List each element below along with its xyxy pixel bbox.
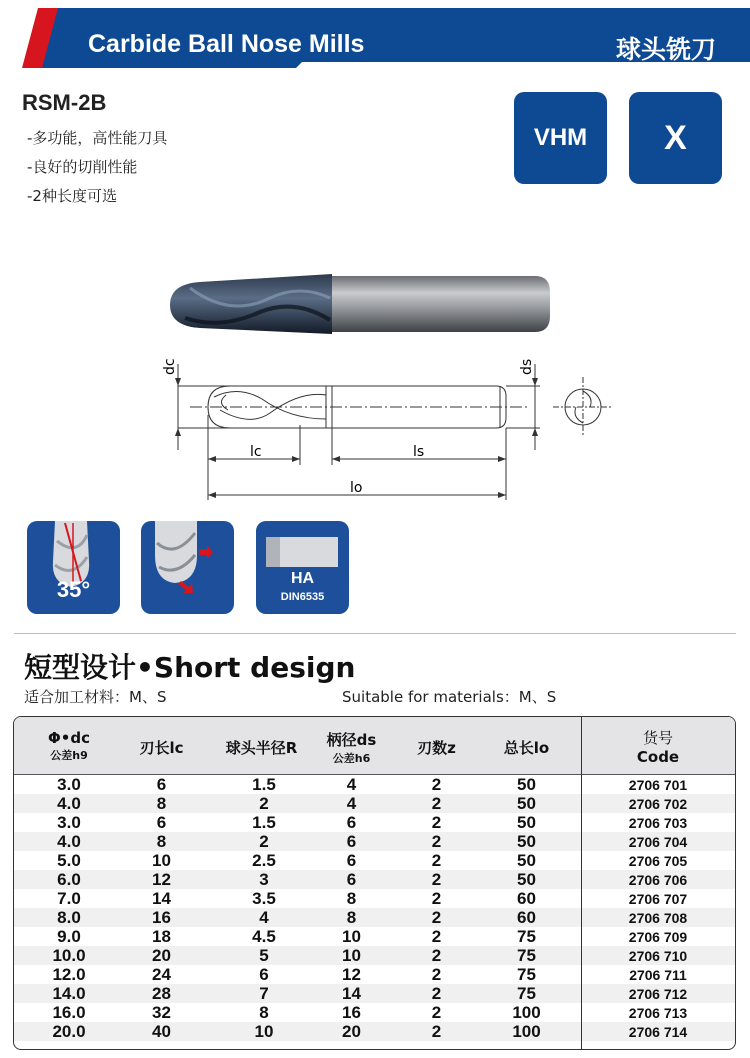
cell-dc: 6.0 bbox=[57, 870, 81, 889]
cell-ds: 12 bbox=[342, 965, 361, 984]
code-column-divider bbox=[581, 717, 582, 1049]
cell-z: 2 bbox=[431, 832, 442, 851]
cell-code: 2706 712 bbox=[628, 986, 688, 1002]
feature-1: -多功能，高性能刀具 bbox=[27, 129, 168, 147]
cell-lc: 6 bbox=[156, 813, 167, 832]
cell-lc: 8 bbox=[156, 794, 167, 813]
cell-dc: 9.0 bbox=[57, 927, 81, 946]
cell-z: 2 bbox=[431, 794, 442, 813]
label-lc: lc bbox=[250, 444, 262, 460]
cell-lo: 75 bbox=[517, 946, 536, 965]
cell-dc: 3.0 bbox=[57, 775, 81, 794]
header-r: 球头半径R bbox=[225, 739, 298, 757]
cell-r: 2.5 bbox=[252, 851, 276, 870]
cell-dc: 4.0 bbox=[57, 794, 81, 813]
cell-lo: 50 bbox=[517, 813, 536, 832]
cell-code: 2706 709 bbox=[628, 929, 688, 945]
tool-image bbox=[160, 268, 560, 348]
model-name: RSM-2B bbox=[22, 90, 107, 115]
table-row bbox=[14, 832, 735, 851]
cell-ds: 4 bbox=[346, 775, 357, 794]
cell-r: 1.5 bbox=[252, 775, 276, 794]
cell-lc: 18 bbox=[152, 927, 171, 946]
cell-code: 2706 701 bbox=[628, 777, 688, 793]
header-ds bbox=[304, 729, 399, 766]
cell-dc: 12.0 bbox=[52, 965, 86, 984]
header-code-en: Code bbox=[636, 748, 680, 766]
cell-ds: 6 bbox=[346, 832, 357, 851]
table-row bbox=[14, 965, 735, 984]
technical-drawing bbox=[150, 355, 650, 505]
header-dc-tolerance: 公差h9 bbox=[50, 749, 88, 762]
header-banner bbox=[0, 8, 750, 68]
table-row bbox=[14, 813, 735, 832]
cell-ds: 8 bbox=[346, 889, 357, 908]
table-row bbox=[14, 1022, 735, 1041]
cell-lc: 6 bbox=[156, 775, 167, 794]
cell-dc: 3.0 bbox=[57, 813, 81, 832]
cell-code: 2706 713 bbox=[628, 1005, 688, 1021]
cell-lo: 75 bbox=[517, 984, 536, 1003]
cell-lo: 50 bbox=[517, 832, 536, 851]
cell-lc: 24 bbox=[152, 965, 171, 984]
cell-lc: 12 bbox=[152, 870, 171, 889]
header-ds-label: 柄径ds bbox=[326, 731, 377, 749]
cell-code: 2706 711 bbox=[629, 967, 687, 983]
cell-r: 2 bbox=[259, 832, 269, 851]
cell-dc: 5.0 bbox=[57, 851, 81, 870]
cell-r: 10 bbox=[254, 1022, 274, 1041]
table-row bbox=[14, 908, 735, 927]
materials-en: Suitable for materials：M、S bbox=[342, 688, 557, 706]
cell-code: 2706 705 bbox=[628, 853, 688, 869]
header-lo: 总长lo bbox=[503, 739, 550, 757]
header-lc: 刃长lc bbox=[139, 739, 184, 757]
shank-ha-icon bbox=[256, 521, 349, 614]
table-row bbox=[14, 794, 735, 813]
cell-z: 2 bbox=[431, 965, 442, 984]
ball-nose-icon bbox=[141, 521, 234, 614]
cell-lc: 10 bbox=[152, 851, 171, 870]
table-row bbox=[14, 927, 735, 946]
cell-ds: 6 bbox=[346, 813, 357, 832]
cell-code: 2706 708 bbox=[628, 910, 688, 926]
cell-code: 2706 703 bbox=[628, 815, 688, 831]
badge-vhm: VHM bbox=[514, 92, 607, 184]
cell-ds: 6 bbox=[346, 870, 357, 889]
cell-dc: 16.0 bbox=[52, 1003, 86, 1022]
page-title: Carbide Ball Nose Mills bbox=[88, 30, 365, 58]
cell-lo: 50 bbox=[517, 775, 536, 794]
header-code bbox=[581, 727, 735, 766]
cell-code: 2706 702 bbox=[628, 796, 688, 812]
table-row bbox=[14, 775, 735, 794]
cell-ds: 16 bbox=[342, 1003, 361, 1022]
cell-r: 2 bbox=[259, 794, 269, 813]
cell-ds: 8 bbox=[346, 908, 357, 927]
cell-dc: 8.0 bbox=[57, 908, 81, 927]
cell-code: 2706 710 bbox=[628, 948, 688, 964]
table-row bbox=[14, 1003, 735, 1022]
header-dc bbox=[14, 729, 124, 763]
label-ls: ls bbox=[413, 444, 425, 460]
cell-code: 2706 707 bbox=[628, 891, 688, 907]
cell-r: 3.5 bbox=[252, 889, 276, 908]
cell-dc: 14.0 bbox=[52, 984, 86, 1003]
cell-lo: 100 bbox=[512, 1003, 541, 1022]
cell-z: 2 bbox=[431, 984, 442, 1003]
cell-lc: 20 bbox=[152, 946, 171, 965]
cell-code: 2706 714 bbox=[628, 1024, 688, 1040]
cell-dc: 7.0 bbox=[57, 889, 81, 908]
cell-lo: 50 bbox=[517, 870, 536, 889]
cell-lc: 32 bbox=[152, 1003, 171, 1022]
section-title: 短型设计•Short design bbox=[24, 651, 356, 684]
cell-r: 3 bbox=[259, 870, 269, 889]
page-title-cn: 球头铣刀 bbox=[615, 35, 716, 64]
cell-lc: 40 bbox=[152, 1022, 171, 1041]
table-row bbox=[14, 870, 735, 889]
cell-lc: 16 bbox=[152, 908, 171, 927]
helix-angle-icon bbox=[27, 521, 120, 614]
cell-z: 2 bbox=[431, 775, 442, 794]
table-header bbox=[14, 717, 735, 775]
cell-z: 2 bbox=[431, 946, 442, 965]
label-ds: ds bbox=[519, 358, 535, 375]
feature-2: -良好的切削性能 bbox=[27, 158, 138, 176]
cell-code: 2706 706 bbox=[628, 872, 688, 888]
cell-r: 8 bbox=[259, 1003, 269, 1022]
cell-ds: 20 bbox=[342, 1022, 361, 1041]
cell-ds: 4 bbox=[346, 794, 357, 813]
cell-r: 4.5 bbox=[252, 927, 276, 946]
label-dc: dc bbox=[162, 358, 178, 375]
helix-angle-value: 35° bbox=[56, 577, 91, 602]
table-row bbox=[14, 984, 735, 1003]
cell-r: 5 bbox=[259, 946, 269, 965]
cell-code: 2706 704 bbox=[628, 834, 688, 850]
cell-z: 2 bbox=[431, 889, 442, 908]
cell-lo: 75 bbox=[517, 965, 536, 984]
header-code-cn: 货号 bbox=[642, 729, 673, 747]
cell-lc: 28 bbox=[152, 984, 171, 1003]
cell-lo: 60 bbox=[517, 908, 536, 927]
cell-z: 2 bbox=[431, 927, 442, 946]
cell-lo: 50 bbox=[517, 794, 536, 813]
cell-z: 2 bbox=[431, 851, 442, 870]
feature-3: -2种长度可选 bbox=[27, 187, 117, 205]
table-row bbox=[14, 889, 735, 908]
cell-ds: 10 bbox=[342, 927, 361, 946]
shank-standard: DIN6535 bbox=[280, 591, 325, 603]
table-row bbox=[14, 946, 735, 965]
cell-ds: 14 bbox=[342, 984, 361, 1003]
cell-z: 2 bbox=[431, 1022, 442, 1041]
cell-dc: 20.0 bbox=[52, 1022, 86, 1041]
section-divider bbox=[14, 633, 736, 634]
cell-lo: 75 bbox=[517, 927, 536, 946]
cell-lo: 50 bbox=[517, 851, 536, 870]
cell-r: 6 bbox=[259, 965, 269, 984]
header-z: 刃数z bbox=[417, 739, 456, 757]
cell-lo: 100 bbox=[512, 1022, 541, 1041]
spec-table bbox=[13, 716, 736, 1050]
shank-type: HA bbox=[290, 570, 315, 587]
cell-r: 7 bbox=[259, 984, 269, 1003]
cell-dc: 10.0 bbox=[52, 946, 86, 965]
cell-lo: 60 bbox=[517, 889, 536, 908]
cell-z: 2 bbox=[431, 813, 442, 832]
badge-x: X bbox=[629, 92, 722, 184]
cell-z: 2 bbox=[431, 870, 442, 889]
cell-lc: 14 bbox=[152, 889, 171, 908]
cell-lc: 8 bbox=[156, 832, 167, 851]
header-dc-label: Φ•dc bbox=[48, 729, 90, 747]
cell-r: 1.5 bbox=[252, 813, 276, 832]
cell-ds: 10 bbox=[342, 946, 361, 965]
cell-r: 4 bbox=[259, 908, 269, 927]
cell-z: 2 bbox=[431, 908, 442, 927]
label-lo: lo bbox=[350, 480, 363, 496]
table-row bbox=[14, 851, 735, 870]
cell-dc: 4.0 bbox=[57, 832, 81, 851]
cell-z: 2 bbox=[431, 1003, 442, 1022]
header-ds-tolerance: 公差h6 bbox=[332, 752, 371, 765]
materials-cn: 适合加工材料：M、S bbox=[24, 688, 167, 706]
cell-ds: 6 bbox=[346, 851, 357, 870]
